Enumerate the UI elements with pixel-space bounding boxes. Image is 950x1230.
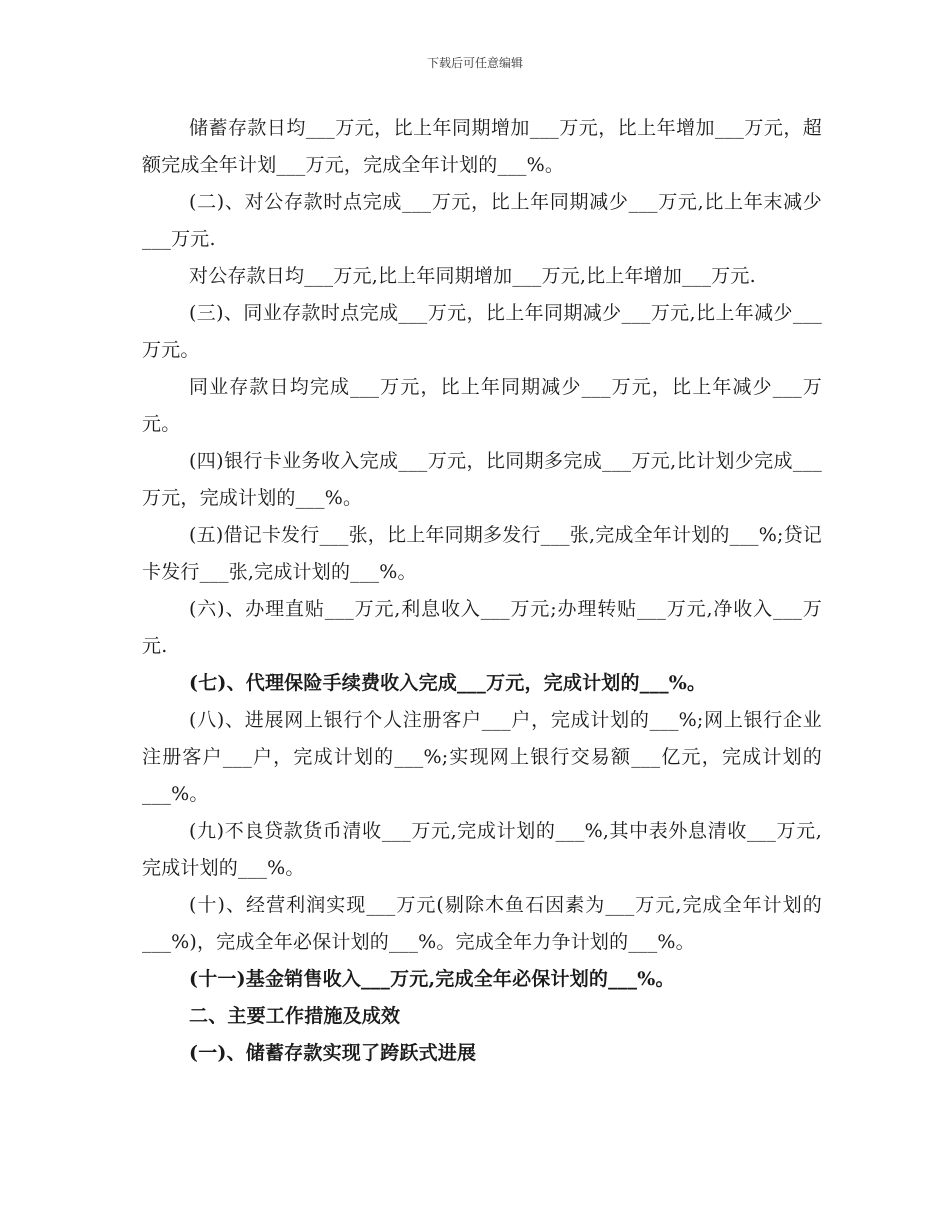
paragraph-card-issuance: (五)借记卡发行___张，比上年同期多发行___张,完成全年计划的___%;贷记卡发行___张,完成计划的___%。 (142, 524, 822, 583)
subsection-heading-savings-progress: (一)、储蓄存款实现了跨跃式进展 (189, 1042, 477, 1064)
paragraph-corporate-deposit-daily-avg: 对公存款日均___万元,比上年同期增加___万元,比上年增加___万元. (189, 265, 756, 287)
paragraph-bank-card-income: (四)银行卡业务收入完成___万元，比同期多完成___万元,比计划少完成___万元，完成计划的___%。 (142, 450, 822, 509)
page-header: 下载后可任意编辑 (426, 56, 523, 70)
paragraph-corporate-deposit-point: (二)、对公存款时点完成___万元，比上年同期减少___万元,比上年末减少___万元. (142, 191, 822, 250)
paragraph-bad-loan-recovery: (九)不良贷款货币清收___万元,完成计划的___%,其中表外息清收___万元,完成计划的___%。 (142, 820, 822, 879)
paragraph-insurance-fees: (七)、代理保险手续费收入完成___万元，完成计划的___%。 (189, 672, 707, 694)
paragraph-interbank-deposit-point: (三)、同业存款时点完成___万元，比上年同期减少___万元,比上年减少___万元。 (142, 302, 822, 361)
paragraph-discount-business: (六)、办理直贴___万元,利息收入___万元;办理转贴___万元,净收入___万元. (142, 598, 822, 657)
paragraph-operating-profit: (十)、经营利润实现___万元(剔除木鱼石因素为___万元,完成全年计划的___%)，完成全年必保计划的___%。完成全年力争计划的___%。 (142, 894, 822, 953)
paragraph-savings-daily-avg: 储蓄存款日均___万元，比上年同期增加___万元，比上年增加___万元，超额完成全年计划___万元，完成全年计划的___%。 (142, 117, 822, 176)
paragraph-fund-sales: (十一)基金销售收入___万元,完成全年必保计划的___%。 (189, 968, 675, 990)
section-heading-main-measures: 二、主要工作措施及成效 (189, 1005, 401, 1027)
paragraph-online-banking: (八)、进展网上银行个人注册客户___户，完成计划的___%;网上银行企业注册客户___户，完成计划的___%;实现网上银行交易额___亿元，完成计划的___%。 (142, 709, 822, 805)
paragraph-interbank-deposit-daily-avg: 同业存款日均完成___万元，比上年同期减少___万元，比上年减少___万元。 (142, 376, 822, 435)
document-body (142, 110, 822, 1072)
